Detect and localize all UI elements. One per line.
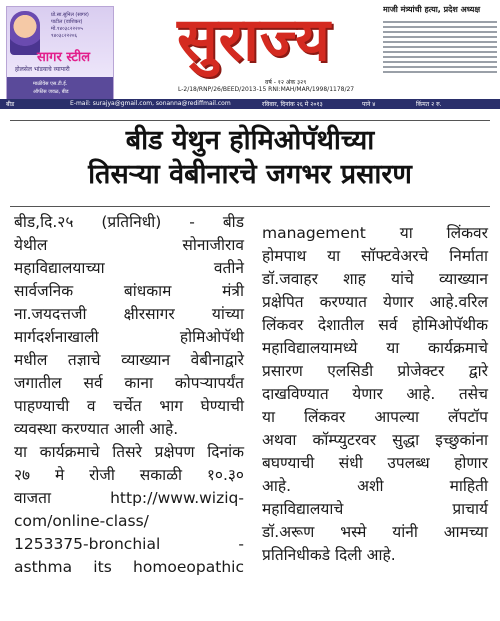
ad-contact-line: ९४०३८२२२०६ [51,33,78,39]
text-line: महाविद्यालयाचे प्राचार्य [262,500,488,518]
newspaper-title: सुराज्य [177,5,331,75]
city-name: बीड [6,101,15,108]
text-line: अथवा कॉम्प्युटरवर सुद्धा इच्छुकांना [262,431,488,449]
sidebar-news-column [383,4,497,100]
ad-contact-line: पाटील (वाशिकर) [51,19,83,25]
text-line: जगातील सर्व काना कोपऱ्यापर्यंत [14,374,244,392]
ad-footer [7,77,113,99]
ad-tagline: होलसेल भांडयाचे व्यापारी [15,66,70,73]
text-line: महाविद्यालयाच्या वतीने [14,259,244,277]
text-line: वाजता http://www.wiziq- [14,489,244,507]
text-line: प्रसारण एलसिडी प्रोजेक्टर द्वारे [262,362,488,380]
price: किंमत २ रु. [416,101,442,108]
text-line: डॉ.जवाहर शाह यांचे व्याख्यान [262,270,488,288]
text-line: या लिंकवर आपल्या लॅपटॉप [262,408,488,426]
text-line: ना.जयदत्तजी क्षीरसागर यांच्या [14,305,244,323]
text-line: मार्गदर्शनाखाली होमिओपॅथी [14,328,244,346]
email-address: E-mail: surajya@gmail.com, sonanna@rediffmail.com [70,100,231,107]
text-line: व्यवस्था करण्यात आली आहे. [14,420,179,438]
text-line: प्रतिनिधीकडे दिली आहे. [262,546,396,564]
text-line: बीड,दि.२५ (प्रतिनिधी) - बीड [14,213,244,231]
text-line: डॉ.अरूण भस्मे यांनी आमच्या [262,523,488,541]
ad-address-line: ऑफीस जवळ, बीड [33,89,69,95]
text-line: दाखविण्यात येणार आहे. तसेच [262,385,488,403]
ad-contact-line: मो.९४०३८२२२०५ [51,26,83,32]
headline-divider [10,206,490,207]
text-line: येथील सोनाजीराव [14,236,244,254]
text-line: महाविद्यालयामध्ये या कार्यक्रमाचे [262,339,488,357]
sidebar-headline: माजी मंत्र्यांची हत्या, प्रदेश अध्यक्ष [383,4,497,16]
text-line: com/online-class/ [14,512,149,530]
issue-date: रविवार, दिनांक २६ मे २०१३ [262,101,323,108]
ad-brand-name: सागर स्टील [37,50,91,65]
newspaper-logo [136,4,372,80]
text-line: २७ मे रोजी सकाळी १०.३० [14,466,244,484]
text-line: आहे. अशी माहिती [262,477,488,495]
sidebar-text-block [383,18,497,76]
text-line: 1253375-bronchial - [14,535,244,553]
text-line: asthma its homoeopathic [14,558,244,576]
child-portrait-illustration [10,11,40,55]
text-line: प्रक्षेपित करण्यात येणार आहे.वरिल [262,293,488,311]
text-line: या कार्यक्रमाचे तिसरे प्रक्षेपण दिनांक [14,443,244,461]
ad-address-line: माळीवेस एस.टी.ई. [33,81,68,87]
advertisement-box [6,6,114,100]
registration-number: L-2/18/RNP/26/BEED/2013-15 RNI:MAH/MAR/1998/1178/27 [178,86,355,93]
text-line: होमपाथ या सॉफ्टवेअरचे निर्माता [262,247,488,265]
text-line: पाहण्याची व चर्चेत भाग घेण्याची [14,397,244,415]
masthead [0,0,500,112]
article-headline-line-2: तिसऱ्या वेबीनारचे जगभर प्रसारण [88,159,412,190]
text-line: सार्वजनिक बांधकाम मंत्री [14,282,244,300]
text-line: लिंकवर देशातील सर्व होमिओपॅथीक [262,316,488,334]
text-line: management या लिंकवर [262,224,488,242]
info-strip [0,99,500,109]
volume-issue: वर्ष - १२ अंक ३२९ [265,79,307,86]
text-line: बघण्याची संधी उपलब्ध होणार [262,454,488,472]
page-count: पाने ४ [362,101,376,108]
article-headline-line-1: बीड येथुन होमिओपॅथीच्या [125,125,375,156]
text-line: मधील तज्ञाचे व्याख्यान वेबीनाद्वारे [14,351,244,369]
headline-divider [10,120,490,121]
ad-contact-line: प्रो.सा.सुनिल (सागर) [51,12,89,18]
